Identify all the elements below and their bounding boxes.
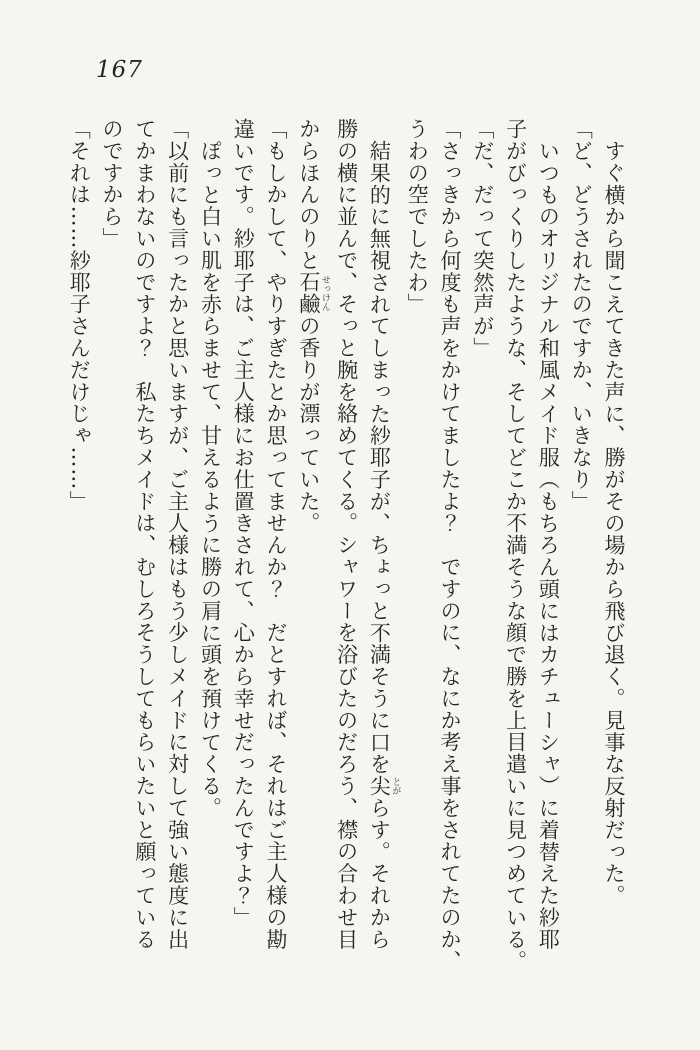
- text-column: 「ど、どうされたのですか、いきなり」: [569, 118, 594, 513]
- page-number: 167: [96, 57, 143, 83]
- text-column: 「さっきから何度も声をかけてましたよ？ ですのに、なにか考え事をされてたのか、: [438, 118, 463, 973]
- text-column: のですから」: [100, 118, 125, 250]
- text-column: 勝の横に並んで、そっと腕を絡めてくる。シャワーを浴びたのだろう、襟の合わせ目: [334, 118, 359, 951]
- text-column: すぐ横から聞こえてきた声に、勝がその場から飛び退く。見事な反射だった。: [602, 140, 626, 907]
- vertical-text-block: [67, 118, 630, 986]
- text-column: 「以前にも言ったかと思いますが、ご主人様はもう少しメイドに対して強い態度に出: [165, 118, 190, 951]
- text-column: ぽっと白い肌を赤らませて、甘えるように勝の肩に頭を預けてくる。: [198, 140, 223, 819]
- text-column: 「もしかして、やりすぎたとか思ってませんか？ だとすれば、それはご主人様の勘: [264, 118, 289, 951]
- text-column: 「だ、だって突然声が」: [470, 118, 495, 359]
- text-column: てかまわないのですよ？ 私たちメイドは、むしろそうしてもらいたいと願っている: [132, 118, 157, 951]
- furigana-ruby: 尖 とが: [367, 775, 401, 798]
- text-column: いつものオリジナル和風メイド服（もちろん頭にはカチューシャ）に着替えた紗耶: [536, 140, 561, 951]
- text-column: 「それは……紗耶子さんだけじゃ……」: [67, 118, 92, 513]
- furigana-ruby: 石鹼 せっけん: [296, 271, 330, 316]
- text-column: うわの空でしたわ」: [405, 118, 430, 316]
- text-column: 結果的に無視されてしまった紗耶子が、ちょっと不満そうに口を尖 とがらす。それから: [367, 140, 401, 951]
- text-column: 子がびっくりしたような、そしてどこか不満そうな顔で勝を上目遣いに見つめている。: [503, 118, 528, 973]
- text-column: からほんのりと石鹼 せっけんの香りが漂っていた。: [296, 118, 330, 535]
- text-column: 違いです。紗耶子は、ご主人様にお仕置きされて、心から幸せだったんですよ？」: [231, 118, 256, 929]
